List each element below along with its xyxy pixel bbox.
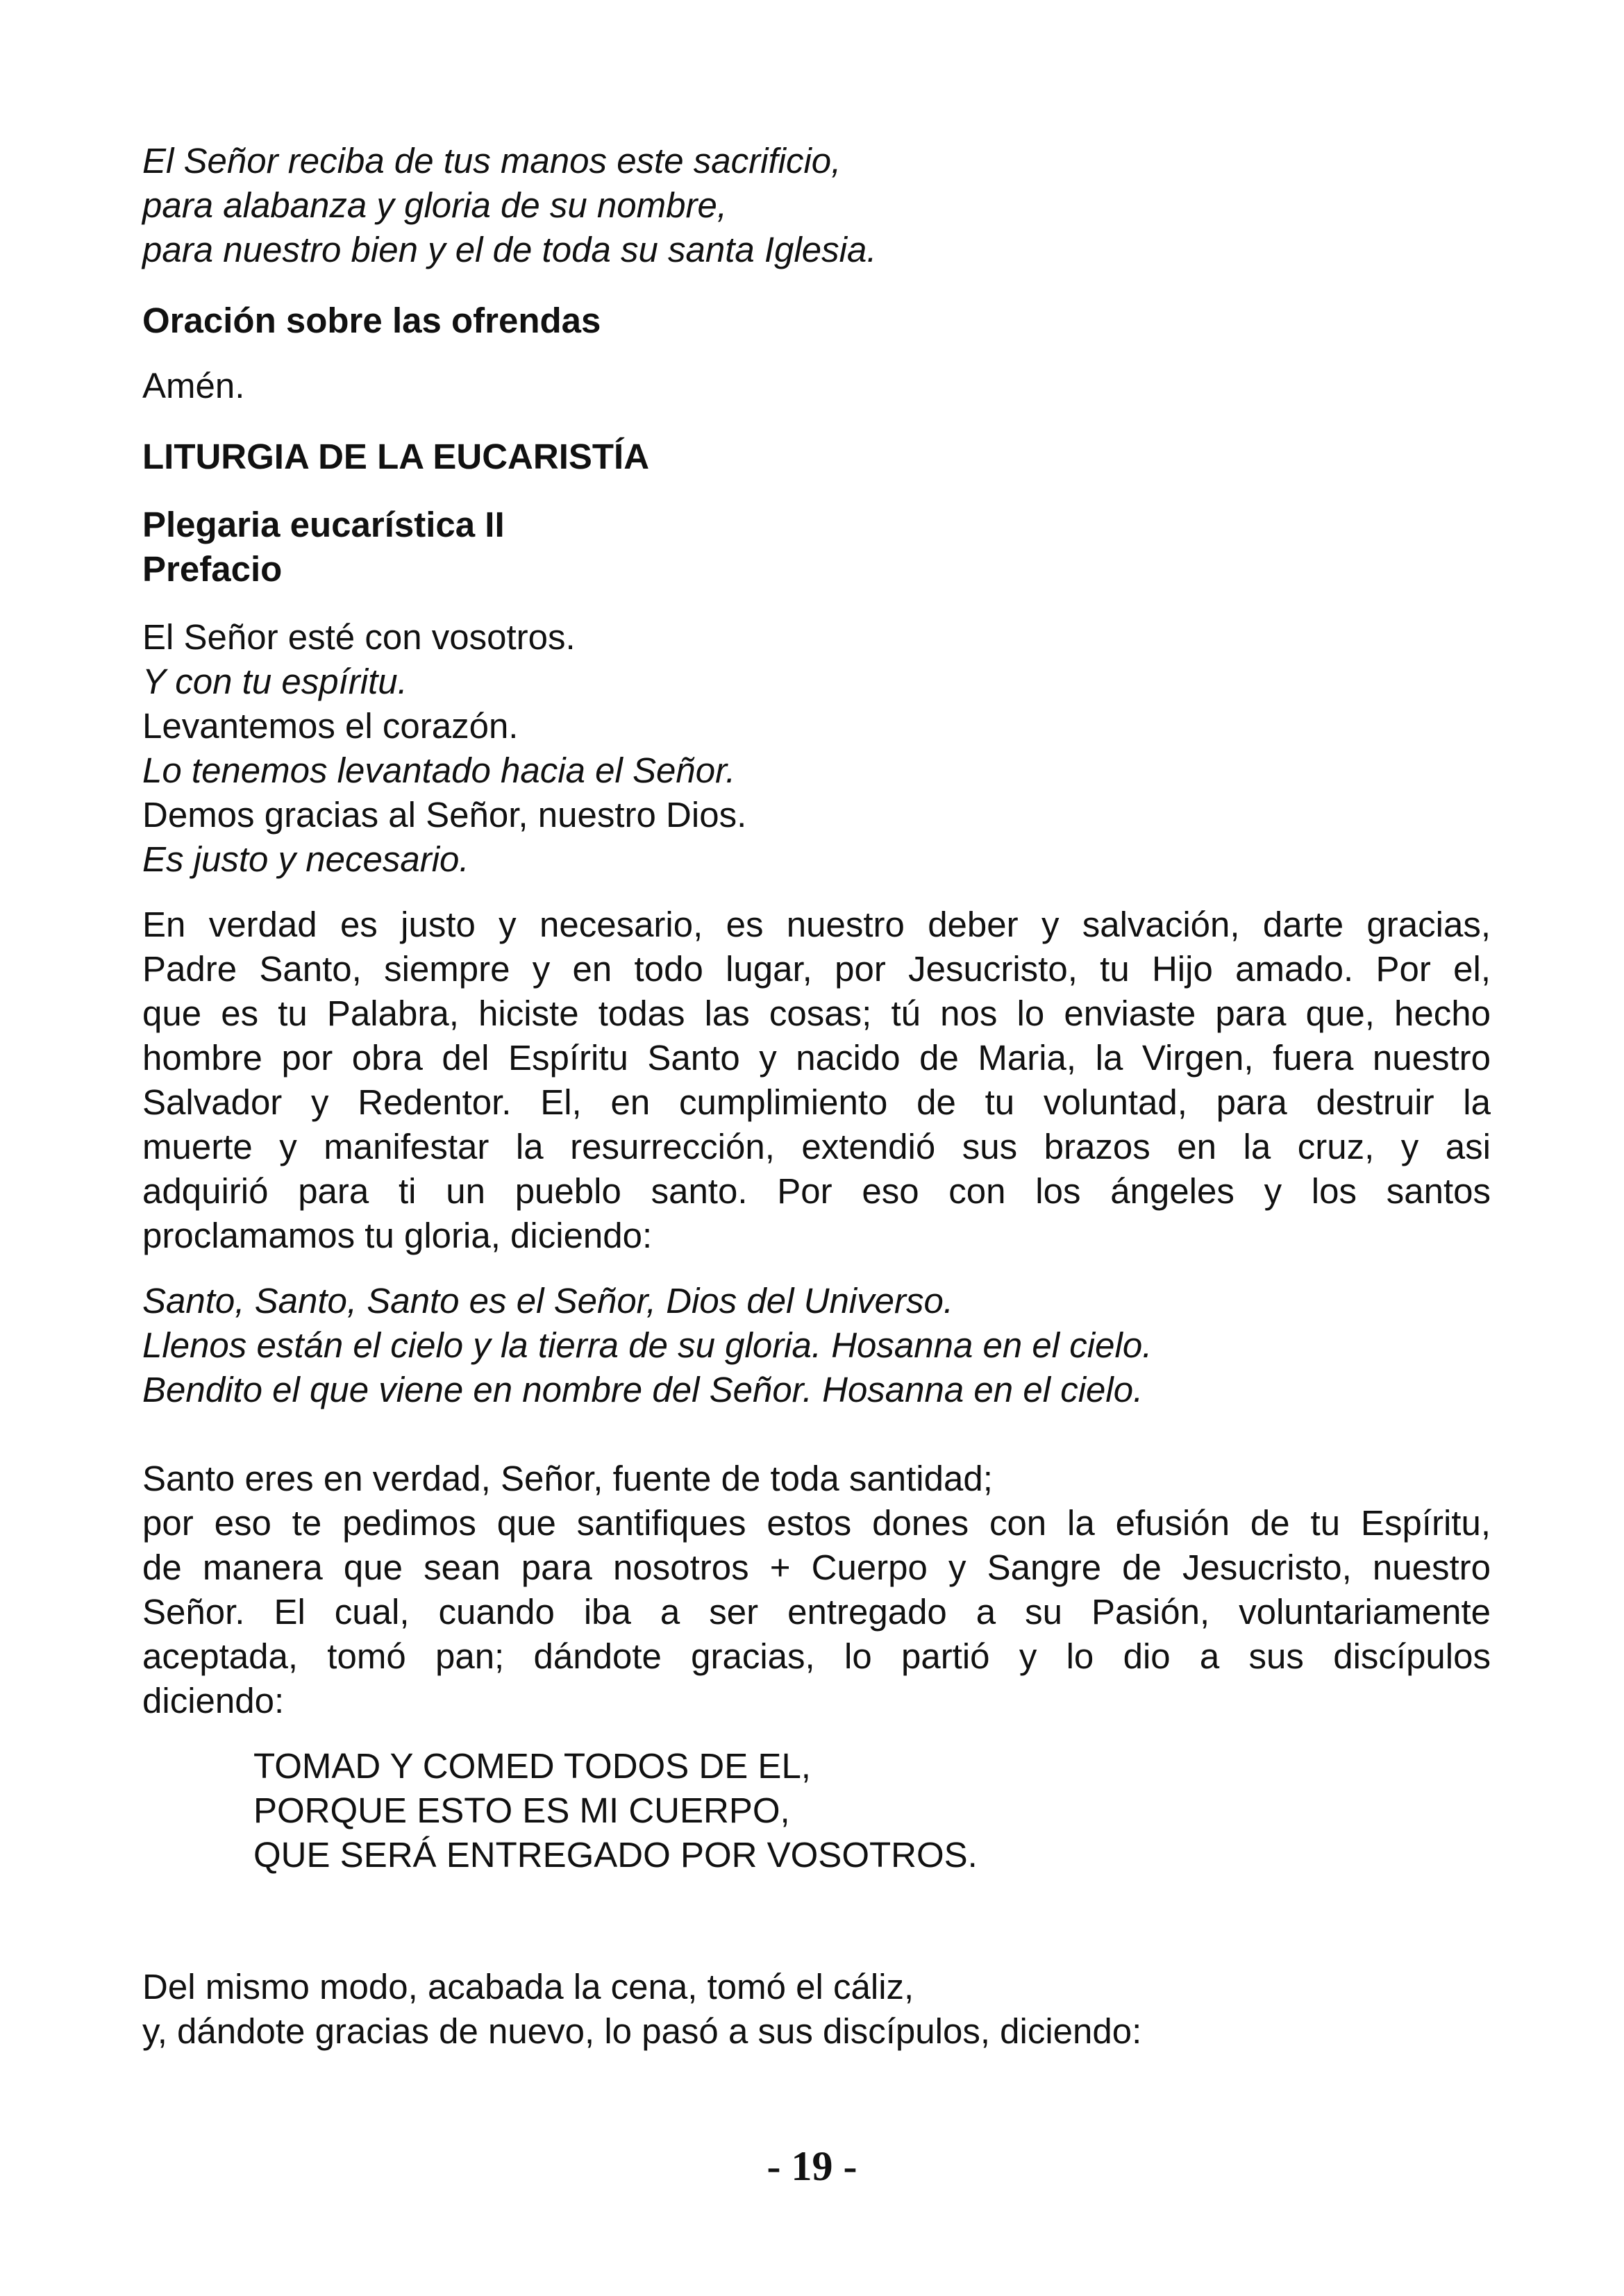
preface-paragraph (142, 903, 1491, 1258)
prayer-heading: Plegaria eucarística II (142, 505, 505, 544)
paragraph-line: hombre por obra del Espíritu Santo y nacido de Maria, la Virgen, fuera nuestro (142, 1038, 1491, 1078)
dialogue-line: Demos gracias al Señor, nuestro Dios. (142, 795, 747, 835)
sanctus-line: Bendito el que viene en nombre del Señor. Hosanna en el cielo. (142, 1370, 1144, 1409)
paragraph-line: Padre Santo, siempre y en todo lugar, por Jesucristo, tu Hijo amado. Por el, (142, 949, 1491, 989)
page-number: - 19 - (767, 2143, 857, 2189)
paragraph-line: adquirió para ti un pueblo santo. Por eso con los ángeles y los santos (142, 1171, 1491, 1211)
dialogue-line: El Señor esté con vosotros. (142, 617, 576, 657)
document-page (142, 139, 1491, 2054)
dialogue-response: Y con tu espíritu. (142, 662, 408, 701)
paragraph-line: y, dándote gracias de nuevo, lo pasó a sus discípulos, diciendo: (142, 2011, 1142, 2051)
sanctus-line: Llenos están el cielo y la tierra de su gloria. Hosanna en el cielo. (142, 1325, 1153, 1365)
text-line: El Señor reciba de tus manos este sacrificio, (142, 141, 842, 181)
consecration-line: QUE SERÁ ENTREGADO POR VOSOTROS. (253, 1835, 978, 1875)
paragraph-line: proclamamos tu gloria, diciendo: (142, 1216, 653, 1255)
offerings-heading: Oración sobre las ofrendas (142, 301, 601, 340)
text-line: para nuestro bien y el de toda su santa Iglesia. (142, 230, 877, 269)
text-line: para alabanza y gloria de su nombre, (142, 185, 728, 225)
preface-heading: Prefacio (142, 549, 283, 589)
paragraph-line: diciendo: (142, 1681, 285, 1720)
preface-dialogue (142, 615, 1491, 882)
epiclesis-paragraph (142, 1457, 1491, 1723)
paragraph-line: de manera que sean para nosotros + Cuerpo y Sangre de Jesucristo, nuestro (142, 1548, 1491, 1587)
paragraph-line: por eso te pedimos que santifiques estos dones con la efusión de tu Espíritu, (142, 1503, 1491, 1543)
paragraph-line: Salvador y Redentor. El, en cumplimiento de tu voluntad, para destruir la (142, 1082, 1491, 1122)
paragraph-line: muerte y manifestar la resurrección, extendió sus brazos en la cruz, y asi (142, 1127, 1491, 1166)
consecration-bread (142, 1744, 1491, 1877)
dialogue-line: Levantemos el corazón. (142, 706, 519, 746)
consecration-line: PORQUE ESTO ES MI CUERPO, (253, 1791, 790, 1830)
sanctus (142, 1279, 1491, 1412)
sanctus-line: Santo, Santo, Santo es el Señor, Dios del Universo. (142, 1281, 954, 1321)
chalice-intro (142, 1965, 1491, 2054)
dialogue-response: Es justo y necesario. (142, 839, 469, 879)
liturgy-heading: LITURGIA DE LA EUCARISTÍA (142, 437, 650, 476)
paragraph-line: que es tu Palabra, hiciste todas las cosas; tú nos lo enviaste para que, hecho (142, 994, 1491, 1033)
paragraph-line: En verdad es justo y necesario, es nuestro deber y salvación, darte gracias, (142, 905, 1491, 944)
paragraph-line: Santo eres en verdad, Señor, fuente de toda santidad; (142, 1459, 993, 1498)
dialogue-response: Lo tenemos levantado hacia el Señor. (142, 751, 736, 790)
consecration-line: TOMAD Y COMED TODOS DE EL, (253, 1746, 811, 1786)
paragraph-line: Del mismo modo, acabada la cena, tomó el cáliz, (142, 1967, 914, 2006)
prayer-heading-block (142, 503, 1491, 592)
paragraph-line: Señor. El cual, cuando iba a ser entregado a su Pasión, voluntariamente (142, 1592, 1491, 1632)
offertory-response (142, 139, 1491, 272)
paragraph-line: aceptada, tomó pan; dándote gracias, lo partió y lo dio a sus discípulos (142, 1636, 1491, 1676)
amen-response: Amén. (142, 366, 245, 405)
